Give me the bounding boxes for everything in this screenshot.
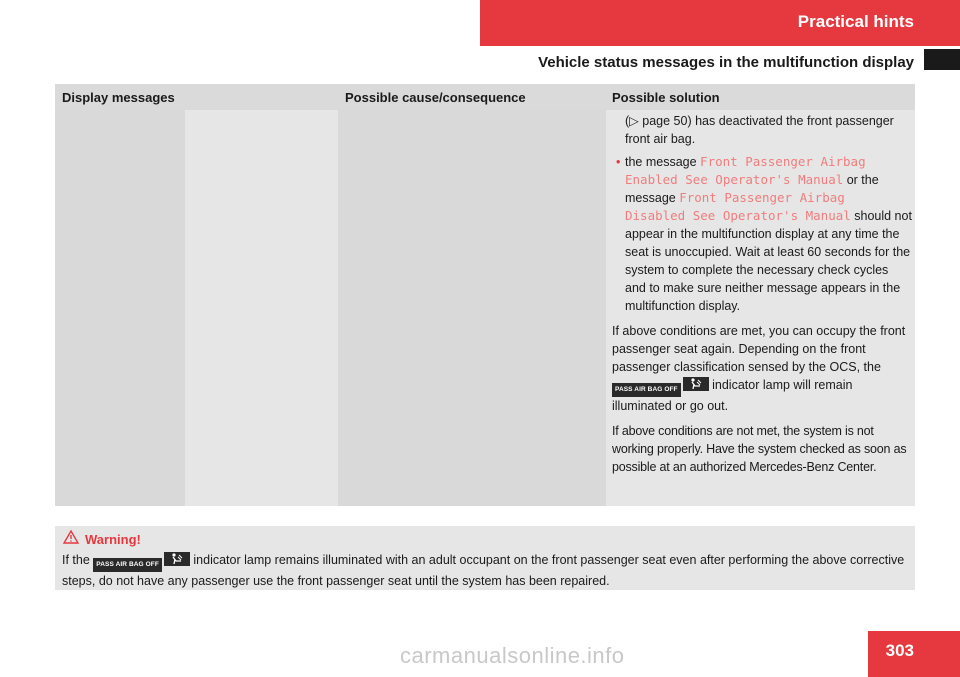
- bullet-icon: •: [616, 155, 621, 169]
- column-header-possible-cause: Possible cause/consequence: [345, 90, 526, 105]
- warning-box: [55, 526, 915, 590]
- pass-airbag-off-indicator: PASS AIR BAG OFF: [612, 383, 681, 397]
- header-bar: [480, 0, 960, 46]
- section-title: Practical hints: [797, 12, 914, 31]
- section-tab-marker: [924, 49, 960, 70]
- messages-table: [55, 84, 915, 506]
- column-header-display-messages: Display messages: [62, 90, 175, 105]
- page-ref-arrow-icon: ▷: [629, 114, 639, 128]
- warning-heading: [63, 530, 141, 547]
- watermark: carmanualsonline.info: [400, 643, 625, 668]
- page-reference-line: [612, 112, 912, 148]
- solution-paragraph: [612, 322, 912, 415]
- paragraph-text: indicator lamp will remain illuminated or go out.: [612, 378, 853, 413]
- page-subtitle: Vehicle status messages in the multifunction display: [538, 54, 914, 71]
- display-message-enabled: Front Passenger Airbag Enabled See Operator's Manual: [625, 154, 866, 187]
- bullet-text: or the message: [625, 173, 879, 205]
- table-cell-message-detail: [185, 110, 338, 506]
- seat-airbag-icon: [164, 552, 190, 566]
- table-header-row: [55, 84, 915, 110]
- bullet-text: should not appear in the multifunction display at any time the seat is unoccupied. Wait at least 60 seconds for the system to complete the necessary check cycles and to make sure neither message appears in the multifunction display.: [625, 209, 912, 313]
- table-cell-possible-cause: [338, 110, 606, 506]
- paragraph-text: If above conditions are met, you can occupy the front passenger seat again. Depending on the front passenger classification sensed by the OCS, the: [612, 324, 906, 374]
- solution-text: [612, 112, 912, 476]
- column-header-possible-solution: Possible solution: [612, 90, 720, 105]
- warning-text: [62, 551, 907, 591]
- warning-text-part: If the: [62, 553, 94, 567]
- warning-triangle-icon: [63, 530, 79, 547]
- warning-text-part: indicator lamp remains illuminated with an adult occupant on the front passenger seat even after performing the above corrective steps, do not have any passenger use the front passenger seat until the system has been repaired.: [62, 553, 905, 588]
- display-message-disabled: Front Passenger Airbag Disabled See Operator's Manual: [625, 190, 851, 223]
- list-item: [612, 153, 912, 315]
- paren-open: (: [625, 114, 630, 128]
- table-cell-display-message: [55, 110, 185, 506]
- page-number: 303: [885, 641, 914, 660]
- seat-airbag-icon: [683, 377, 709, 391]
- solution-paragraph: If above conditions are not met, the system is not working properly. Have the system checked as soon as possible at an authorized Mercedes-Benz Center.: [612, 424, 907, 474]
- warning-title: Warning!: [85, 532, 141, 547]
- page-number-box: [868, 631, 960, 677]
- page-ref-text: page 50) has deactivated the front passenger front air bag.: [625, 114, 894, 146]
- bullet-text: the message: [625, 155, 701, 169]
- pass-airbag-off-indicator: PASS AIR BAG OFF: [93, 558, 162, 572]
